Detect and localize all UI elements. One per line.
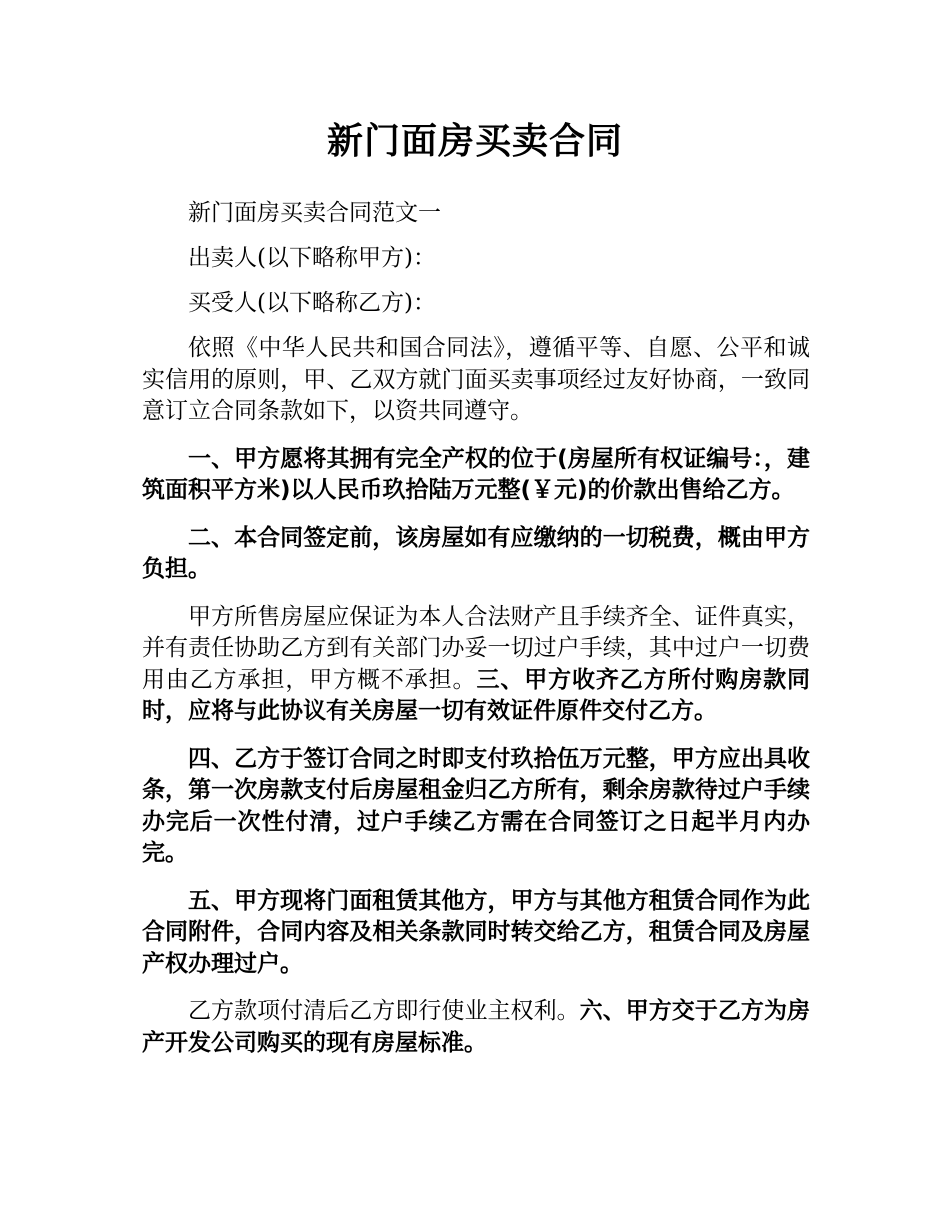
clause-2-detail-and-clause-3 <box>142 602 810 728</box>
clause-4 <box>142 744 810 870</box>
document-body <box>142 198 810 1075</box>
paragraph-buyer <box>142 288 810 320</box>
clause-5 <box>142 886 810 981</box>
clause-text: 六、甲方交于乙方为房产开发公司购买的现有房屋标准。 <box>142 998 811 1056</box>
clause-text: 一、甲方愿将其拥有完全产权的位于(房屋所有权证编号：，建筑面积平方米)以人民币玖拾陆万元整(￥元)的价款出售给乙方。 <box>142 445 810 503</box>
clause-2 <box>142 523 810 586</box>
document-title: 新门面房买卖合同 <box>326 121 623 162</box>
clause-1 <box>142 444 810 507</box>
clause-text: 二、本合同签定前，该房屋如有应缴纳的一切税费，概由甲方负担。 <box>142 524 810 582</box>
paragraph-text: 依照《中华人民共和国合同法》，遵循平等、自愿、公平和诚实信用的原则，甲、乙双方就门面买卖事项经过友好协商，一致同意订立合同条款如下，以资共同遵守。 <box>142 335 810 424</box>
paragraph-text: 新门面房买卖合同范文一 <box>188 200 441 226</box>
paragraph-text: 甲方所售房屋应保证为本人合法财产且手续齐全、证件真实，并有责任协助乙方到有关部门办妥一切过户手续，其中过户一切费用由乙方承担，甲方概不承担。 <box>142 603 810 693</box>
clause-text: 三、甲方收齐乙方所付购房款同时，应将与此协议有关房屋一切有效证件原件交付乙方。 <box>142 666 811 724</box>
clause-text: 四、乙方于签订合同之时即支付玖拾伍万元整，甲方应出具收条，第一次房款支付后房屋租金归乙方所有，剩余房款待过户手续办完后一次性付清，过户手续乙方需在合同签订之日起半月内办完。 <box>142 745 810 866</box>
paragraph-text: 出卖人(以下略称甲方)： <box>188 245 436 271</box>
paragraph-seller <box>142 243 810 275</box>
paragraph-heading-sample <box>142 198 810 230</box>
paragraph-preamble <box>142 333 810 428</box>
clause-5-detail-and-clause-6 <box>142 996 810 1059</box>
paragraph-text: 乙方款项付清后乙方即行使业主权利。 <box>188 998 580 1024</box>
paragraph-text: 买受人(以下略称乙方)： <box>188 290 436 316</box>
clause-text: 五、甲方现将门面租赁其他方，甲方与其他方租赁合同作为此合同附件，合同内容及相关条款同时转交给乙方，租赁合同及房屋产权办理过户。 <box>142 887 810 977</box>
